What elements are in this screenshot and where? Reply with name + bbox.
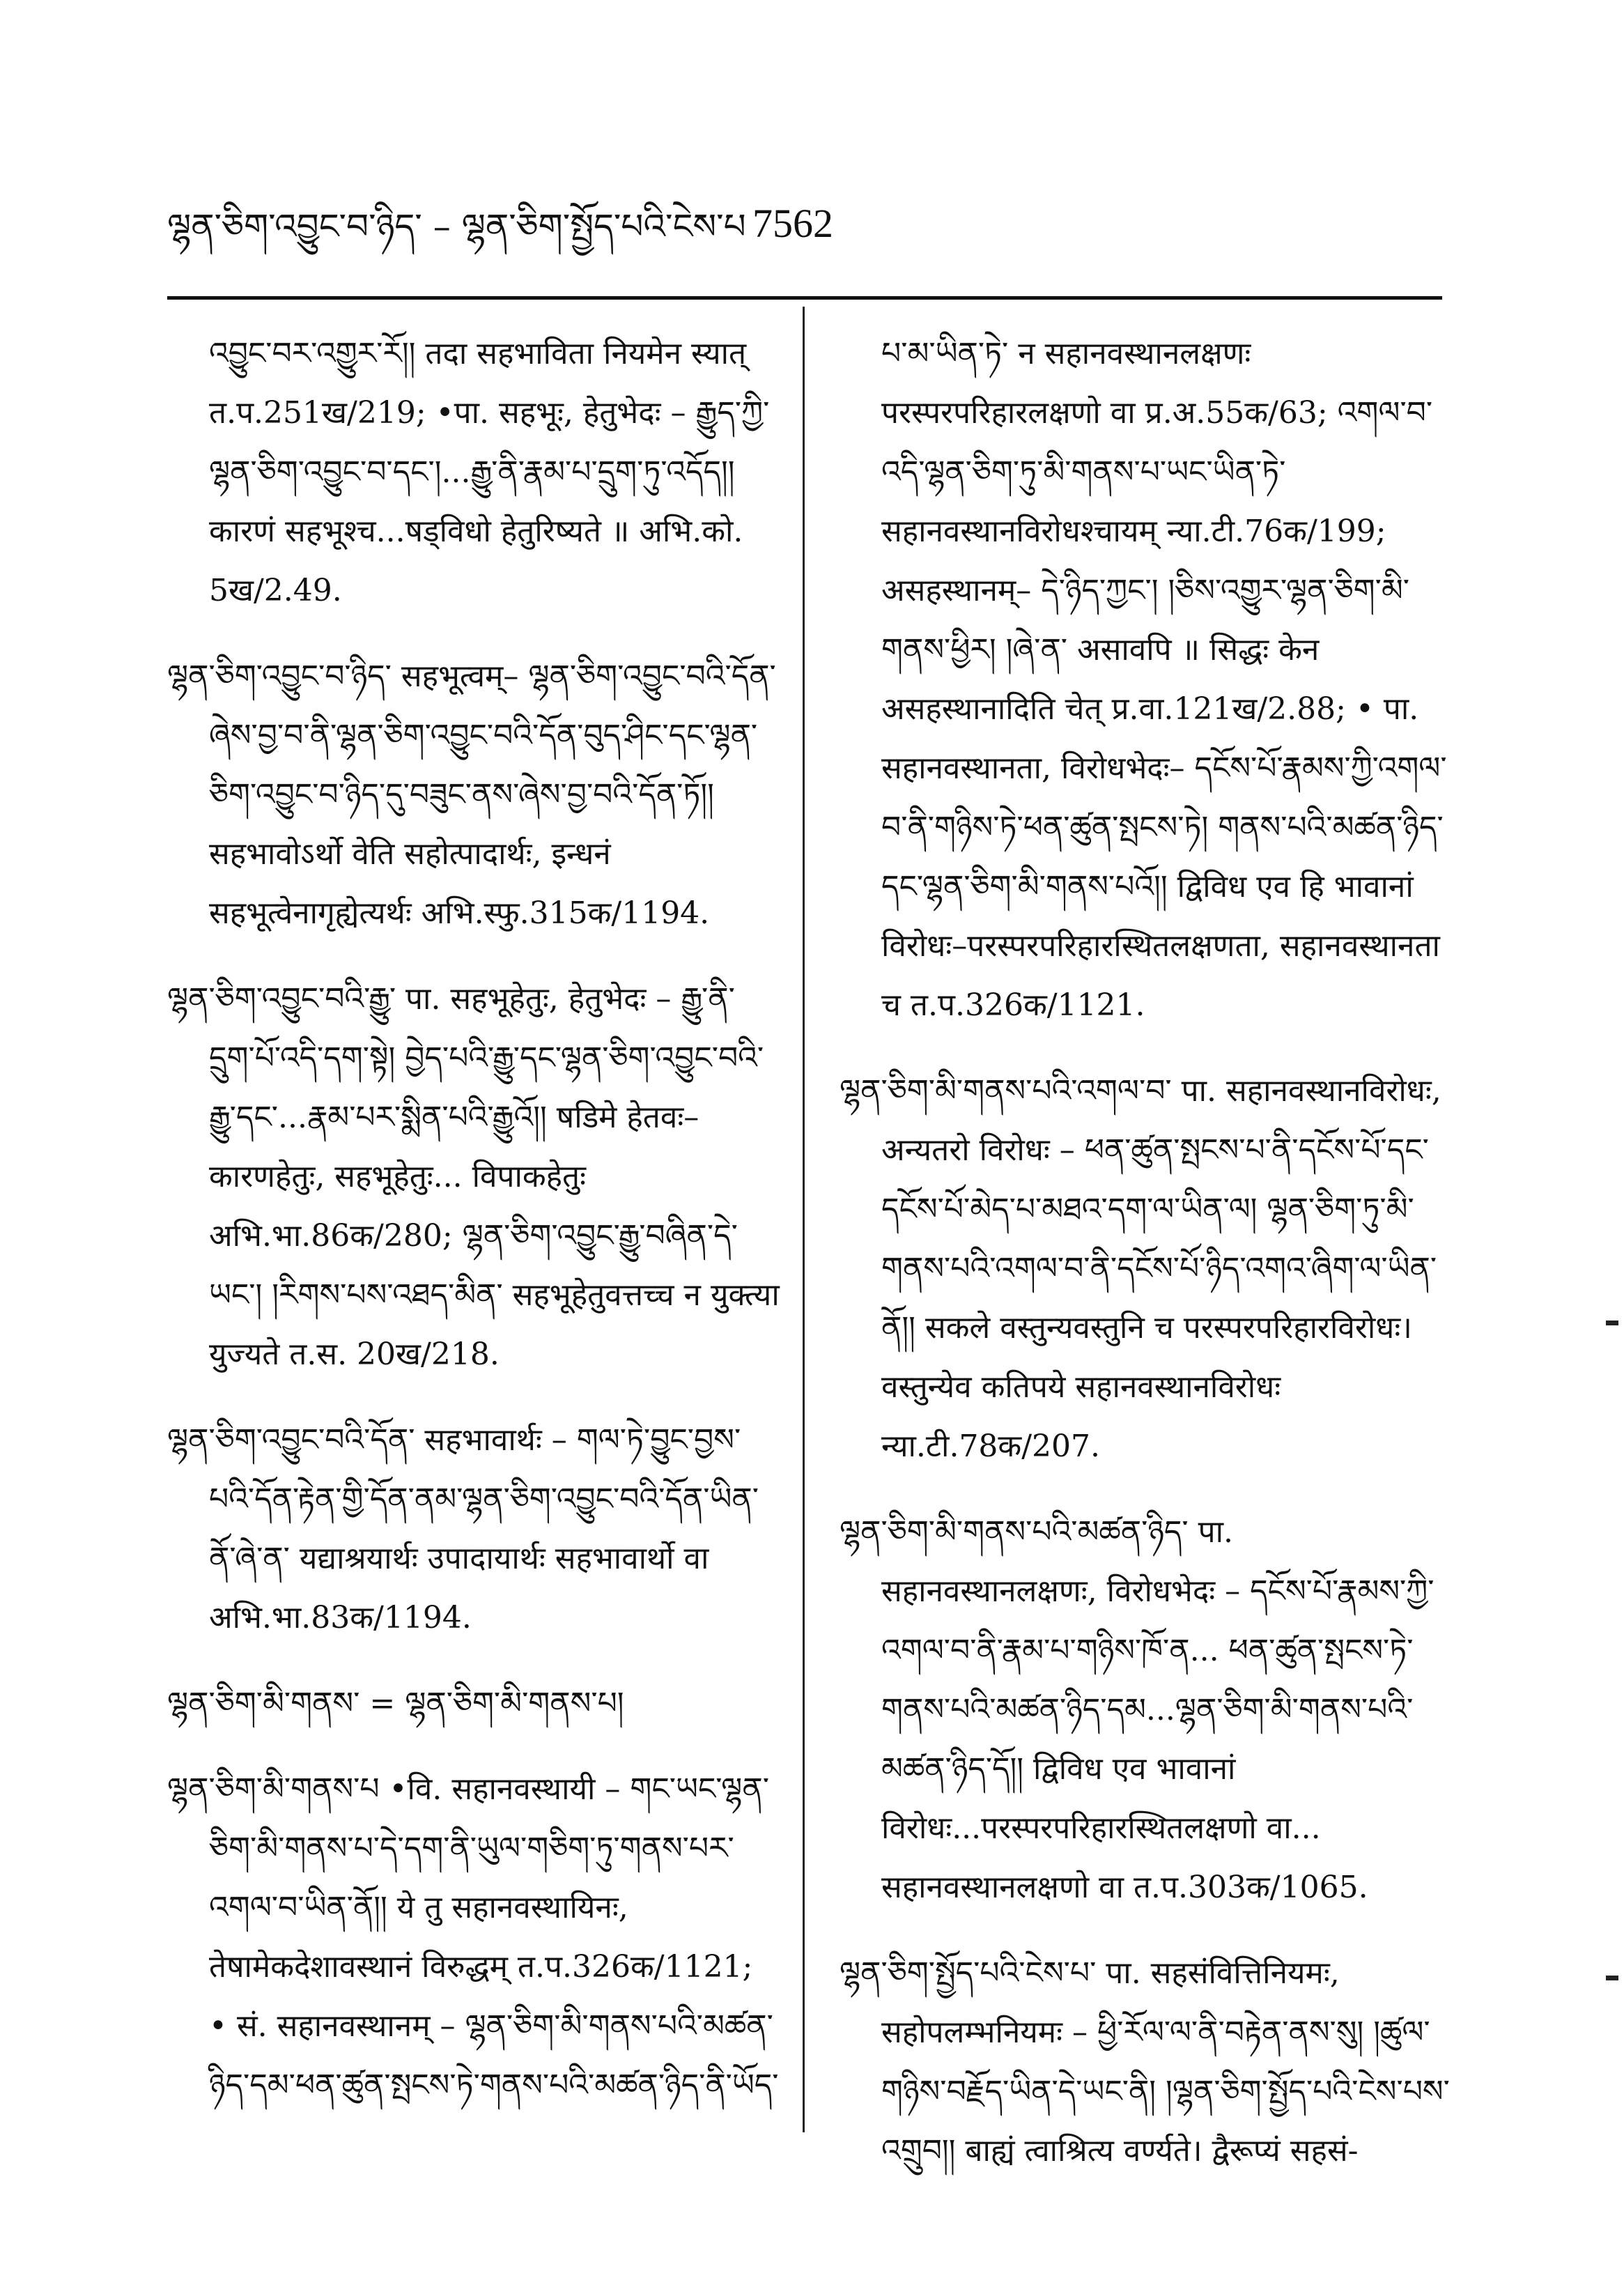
left-column	[167, 324, 780, 2141]
column-divider	[803, 307, 805, 2132]
dictionary-entry: ལྷན་ཅིག་འབྱུང་བའི་རྒྱུ་ पा. सहभूहेतुः, हेतुभेदः – རྒྱུ་ནི་དྲུག་པོ་འདི་དག་སྟེ། བྱེད་པའི་རྒྱུ་དང་ལྷན་ཅིག་འབྱུང་བའི་རྒྱུ་དང་...རྣམ་པར་སྨིན་པའི་རྒྱུའོ།། षडिमे हेतवः– कारणहेतुः, सहभूहेतुः... विपाकहेतुः अभि.भा.86क/280; ལྷན་ཅིག་འབྱུང་རྒྱུ་བཞིན་དེ་ཡང་། །རིགས་པས་འཐད་མིན་ सहभूहेतुवत्तच्च न युक्त्या युज्यते त.स. 20ख/218.	[167, 981, 780, 1372]
page-header	[167, 188, 1491, 265]
dictionary-entry: ལྷན་ཅིག་མི་གནས་པ •वि. सहानवस्थायी – གང་ཡང་ལྷན་ཅིག་མི་གནས་པ་དེ་དག་ནི་ཡུལ་གཅིག་ཏུ་གནས་པར་འགལ་བ་ཡིན་ནོ།། ये तु सहानवस्थायिनः, तेषामेकदेशावस्थानं विरुद्धम् त.प.326क/1121; • सं. सहानवस्थानम् – ལྷན་ཅིག་མི་གནས་པའི་མཚན་ཉིད་དམ་ཕན་ཚུན་སྤངས་ཏེ་གནས་པའི་མཚན་ཉིད་ནི་ཡོད་	[167, 1771, 779, 2103]
margin-mark	[1606, 1321, 1618, 1325]
running-headwords: ལྷན་ཅིག་འབྱུང་བ་ཉིད་ – ལྷན་ཅིག་སྤྱོད་པའི་ངེས་པ	[167, 206, 746, 247]
dictionary-entry: ལྷན་ཅིག་མི་གནས་པའི་མཚན་ཉིད་ पा. सहानवस्थानलक्षणः, विरोधभेदः – དངོས་པོ་རྣམས་ཀྱི་འགལ་བ་ནི་རྣམ་པ་གཉིས་ཁོ་ན... ཕན་ཚུན་སྤངས་ཏེ་གནས་པའི་མཚན་ཉིད་དམ...ལྷན་ཅིག་མི་གནས་པའི་མཚན་ཉིད་དོ།། द्विविध एव भावानां विरोधः...परस्परपरिहारस्थितलक्षणो वा... सहानवस्थानलक्षणो वा त.प.303क/1065.	[840, 1514, 1434, 1905]
margin-mark	[1606, 1976, 1618, 1980]
dictionary-entry: ལྷན་ཅིག་འབྱུང་བའི་དོན་ सहभावार्थः – གལ་ཏེ་བྱུང་བྱས་པའི་དོན་རྟེན་གྱི་དོན་ནམ་ལྷན་ཅིག་འབྱུང་བའི་དོན་ཡིན་ནོ་ཞེ་ན་ यद्याश्रयार्थः उपादायार्थः सहभावार्थो वा अभि.भा.83क/1194.	[167, 1422, 759, 1635]
dictionary-entry: ལྷན་ཅིག་མི་གནས་པའི་འགལ་བ་ पा. सहानवस्थानविरोधः, अन्यतरो विरोधः – ཕན་ཚུན་སྤངས་པ་ནི་དངོས་པོ་དང་དངོས་པོ་མེད་པ་མཐའ་དག་ལ་ཡིན་ལ། ལྷན་ཅིག་ཏུ་མི་གནས་པའི་འགལ་བ་ནི་དངོས་པོ་ཉིད་འགའ་ཞིག་ལ་ཡིན་ནོ།། सकले वस्तुन्यवस्तुनि च परस्परपरिहारविरोधः। वस्तुन्येव कतिपये सहानवस्थानविरोधः न्या.टी.78क/207.	[840, 1073, 1441, 1464]
dictionary-entry: པ་མ་ཡིན་ཏེ་ न सहानवस्थानलक्षणः परस्परपरिहारलक्षणो वा प्र.अ.55क/63; འགལ་བ་འདི་ལྷན་ཅིག་ཏུ་མི་གནས་པ་ཡང་ཡིན་ཏེ་ सहानवस्थानविरोधश्चायम् न्या.टी.76क/199; असहस्थानम्– དེ་ཉིད་ཀྱང་། །ཅིས་འགྱུར་ལྷན་ཅིག་མི་གནས་ཕྱིར། །ཞེ་ན་ असावपि ॥ सिद्धः केन असहस्थानादिति चेत् प्र.वा.121ख/2.88; • पा. सहानवस्थानता, विरोधभेदः– དངོས་པོ་རྣམས་ཀྱི་འགལ་བ་ནི་གཉིས་ཏེ་ཕན་ཚུན་སྤངས་ཏེ། གནས་པའི་མཚན་ཉིད་དང་ལྷན་ཅིག་མི་གནས་པའོ།། द्विविध एव हि भावानां विरोधः–परस्परपरिहारस्थितलक्षणता, सहानवस्थानता च त.प.326क/1121.	[881, 336, 1447, 1023]
page-number: 7562	[752, 201, 833, 246]
header-rule	[167, 296, 1442, 300]
dictionary-entry: ལྷན་ཅིག་སྤྱོད་པའི་ངེས་པ་ पा. सहसंवित्तिनियमः, सहोपलम्भनियमः – ཕྱི་རོལ་ལ་ནི་བརྟེན་ནས་སུ། །ཚུལ་གཉིས་བརྗོད་ཡིན་དེ་ཡང་ནི། །ལྷན་ཅིག་སྤྱོད་པའི་ངེས་པས་འགྲུབ།། बाह्यं त्वाश्रित्य वर्ण्यते। द्वैरूप्यं सहसं-	[840, 1955, 1450, 2169]
dictionary-entry: ལྷན་ཅིག་འབྱུང་བ་ཉིད་ सहभूत्वम्– ལྷན་ཅིག་འབྱུང་བའི་དོན་ཞེས་བྱ་བ་ནི་ལྷན་ཅིག་འབྱུང་བའི་དོན་བུད་ཤིང་དང་ལྷན་ཅིག་འབྱུང་བ་ཉིད་དུ་བཟུང་ནས་ཞེས་བྱ་བའི་དོན་ཏོ།། सहभावोऽर्थो वेति सहोत्पादार्थः, इन्धनं सहभूत्वेनागृह्येत्यर्थः अभि.स्फु.315क/1194.	[167, 659, 776, 931]
dictionary-entry: འབྱུང་བར་འགྱུར་རོ།། तदा सहभाविता नियमेन स्यात् त.प.251ख/219; •पा. सहभूः, हेतुभेदः – རྒྱུད་ཀྱི་ལྷན་ཅིག་འབྱུང་བ་དང་།...རྒྱུ་ནི་རྣམ་པ་དྲུག་ཏུ་འདོད།། कारणं सहभूश्च...षड्विधो हेतुरिष्यते ॥ अभि.को. 5ख/2.49.	[209, 336, 770, 608]
dictionary-entry: ལྷན་ཅིག་མི་གནས་ = ལྷན་ཅིག་མི་གནས་པ།	[167, 1686, 624, 1721]
right-column	[840, 324, 1453, 2207]
